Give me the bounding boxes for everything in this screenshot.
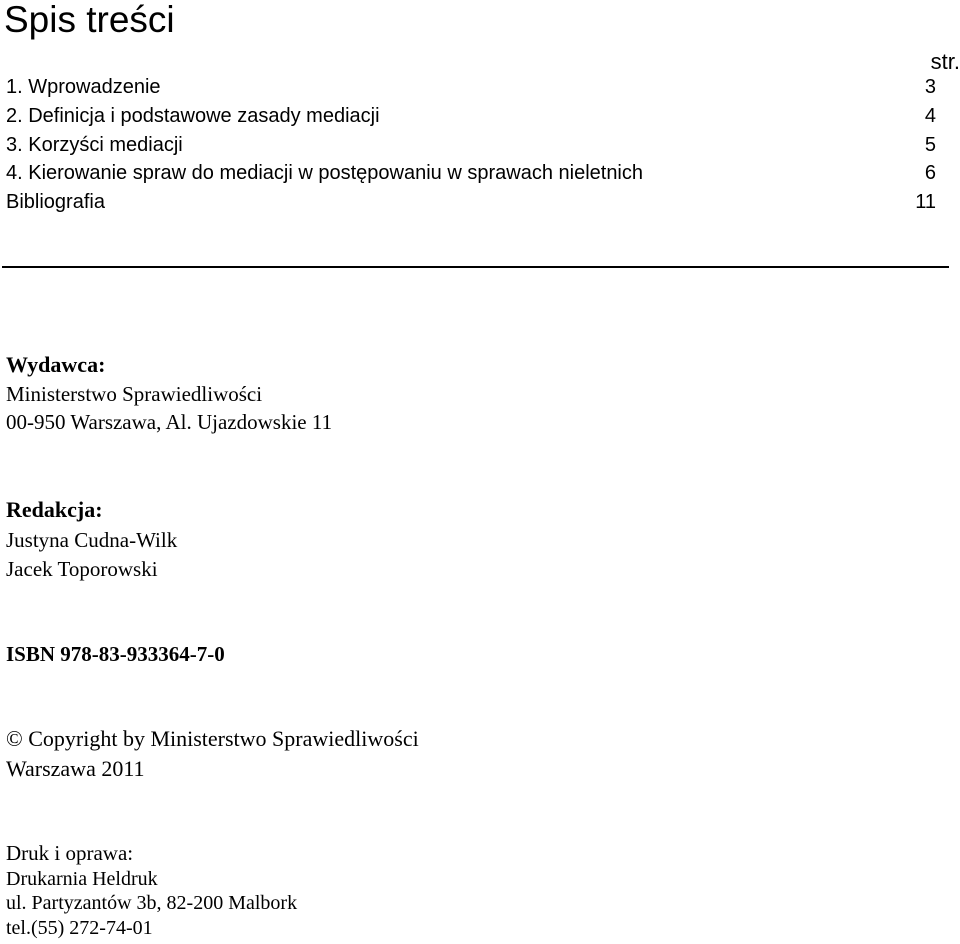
divider-line — [2, 266, 949, 268]
publisher-address: 00-950 Warszawa, Al. Ujazdowskie 11 — [6, 410, 333, 434]
printer-address: ul. Partyzantów 3b, 82-200 Malbork — [6, 892, 298, 914]
toc-entry — [6, 188, 936, 216]
publisher-heading: Wydawca: — [6, 352, 106, 377]
copyright-place-year: Warszawa 2011 — [6, 756, 145, 781]
isbn: ISBN 978-83-933364-7-0 — [6, 642, 225, 666]
printer-name: Drukarnia Heldruk — [6, 868, 158, 890]
toc-entry-page: 11 — [915, 191, 936, 213]
copyright-line: © Copyright by Ministerstwo Sprawiedliwości — [6, 726, 419, 751]
toc-entry-label: Bibliografia — [6, 191, 105, 213]
toc-entry-label: 2. Definicja i podstawowe zasady mediacji — [6, 105, 380, 127]
toc-entry-page: 5 — [924, 134, 936, 156]
toc-entry — [6, 73, 936, 101]
toc-entry-page: 6 — [924, 162, 936, 184]
toc-entry — [6, 159, 936, 187]
toc-entry-label: 4. Kierowanie spraw do mediacji w postępowaniu w sprawach nieletnich — [6, 162, 644, 184]
toc-entry-page: 4 — [924, 105, 936, 127]
editors-heading: Redakcja: — [6, 497, 103, 522]
toc-entry-page: 3 — [924, 76, 936, 98]
toc-entry-label: 3. Korzyści mediacji — [6, 134, 183, 156]
toc-entry-label: 1. Wprowadzenie — [6, 76, 161, 98]
page-title: Spis treści — [4, 0, 175, 40]
editor-name: Jacek Toporowski — [6, 557, 158, 581]
printing-heading: Druk i oprawa: — [6, 841, 134, 865]
toc-page-header: str. — [930, 49, 960, 74]
toc-entry — [6, 131, 936, 159]
publisher-name: Ministerstwo Sprawiedliwości — [6, 382, 263, 406]
printer-phone: tel.(55) 272-74-01 — [6, 917, 153, 939]
editor-name: Justyna Cudna-Wilk — [6, 528, 178, 552]
toc-entry — [6, 102, 936, 130]
